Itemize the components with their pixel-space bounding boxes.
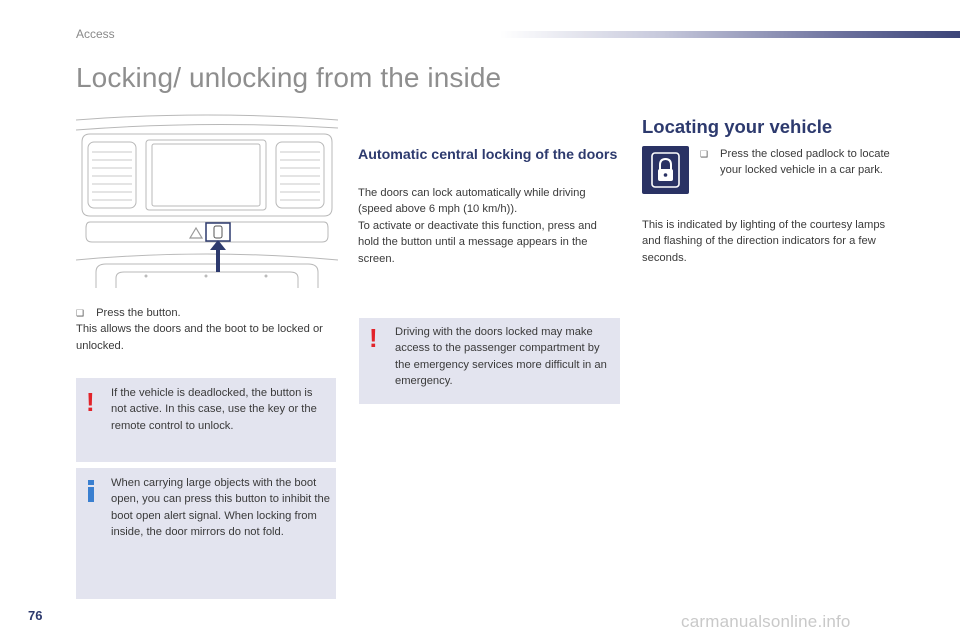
locate-bullet [700, 146, 890, 179]
info-text-large-objects: When carrying large objects with the boot open, you can press this button to inhibit the boot open alert signal. When locking from inside, the door mirrors do not fold. [111, 477, 330, 539]
info-icon [86, 480, 98, 502]
exclamation-warning-icon: ! [86, 387, 95, 417]
watermark: carmanualsonline.info [681, 612, 851, 631]
padlock-button-icon [642, 146, 689, 194]
locate-bullet-text: Press the closed padlock to locate your locked vehicle in a car park. [720, 148, 890, 177]
page-title: Locking/ unlocking from the inside [76, 62, 502, 93]
warning-box-deadlock [76, 378, 336, 462]
press-instructions [76, 305, 338, 354]
press-instruction: Press the button. [96, 307, 181, 319]
header-gradient-bar [500, 31, 960, 38]
closed-padlock-icon [642, 146, 689, 194]
info-box-large-objects [76, 468, 336, 599]
locate-description: This is indicated by lighting of the courtesy lamps and flashing of the direction indicators for a few seconds. [642, 219, 886, 264]
exclamation-warning-icon: ! [369, 323, 378, 353]
auto-locking-text-1: The doors can lock automatically while driving (speed above 6 mph (10 km/h)). [358, 187, 586, 216]
warning-text-emergency: Driving with the doors locked may make access to the passenger compartment by the emergency services more difficult in an emergency. [395, 326, 607, 388]
section-label: Access [76, 27, 115, 41]
auto-locking-text-2: To activate or deactivate this function, press and hold the button until a message appears in the screen. [358, 219, 597, 265]
dashboard-illustration [76, 112, 338, 292]
locate-vehicle-heading: Locating your vehicle [642, 116, 833, 137]
warning-box-emergency [359, 318, 620, 404]
checkbox-bullet-icon: ❑ [700, 149, 709, 159]
auto-locking-text [358, 185, 620, 267]
press-description: This allows the doors and the boot to be locked or unlocked. [76, 323, 323, 352]
checkbox-bullet-icon: ❑ [76, 308, 85, 318]
auto-locking-heading: Automatic central locking of the doors [358, 147, 618, 163]
warning-text-deadlock: If the vehicle is deadlocked, the button is not active. In this case, use the key or the remote control to unlock. [111, 387, 317, 432]
page-number: 76 [28, 608, 43, 623]
